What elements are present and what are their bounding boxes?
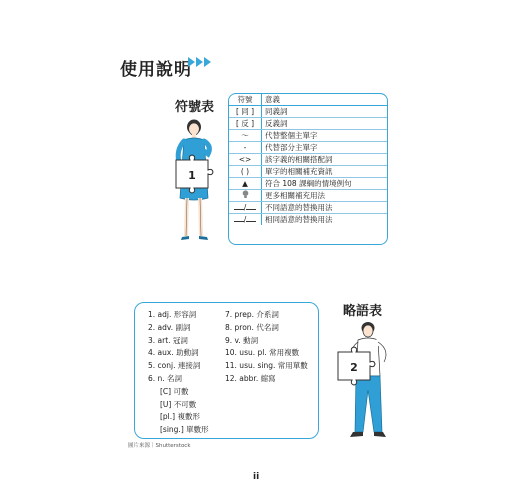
abbreviation-item: 10. usu. pl. 常用複數: [225, 348, 300, 358]
table-row: [229, 190, 387, 202]
triangle-icon: ▲: [229, 178, 262, 190]
abbreviation-item: 8. pron. 代名詞: [225, 322, 279, 332]
meaning-cell: 代替部分主單字: [262, 142, 388, 154]
figure1-number: 1: [188, 169, 196, 182]
table-row: [229, 142, 387, 154]
abbreviation-item: 5. conj. 連接詞: [148, 361, 201, 371]
table-row: [229, 130, 387, 142]
noun-subitem: [sing.] 單數形: [160, 425, 209, 435]
abbreviation-table-title: 略語表: [343, 304, 383, 319]
figure2-number: 2: [350, 361, 358, 374]
symbol-column-header: 符號: [229, 94, 262, 106]
abbreviation-item: 6. n. 名詞: [148, 373, 183, 383]
symbol-table-title: 符號表: [175, 100, 215, 115]
abbreviation-item: 9. v. 動詞: [225, 335, 259, 345]
meaning-cell: 不同語意的替換用法: [262, 202, 388, 214]
noun-subitem: [U] 不可數: [160, 399, 197, 409]
noun-subitem: [C] 可數: [160, 386, 189, 396]
meaning-cell: 該字義的相關搭配詞: [262, 154, 388, 166]
page-number: ii: [253, 472, 260, 482]
table-row: [229, 154, 387, 166]
abbreviation-column-2: [225, 309, 308, 386]
lightbulb-icon: [229, 190, 262, 202]
symbol-cell: ( ): [229, 166, 262, 178]
blank-slash-symbol: /: [229, 214, 262, 226]
abbreviation-item: 12. abbr. 縮寫: [225, 373, 276, 383]
abbreviation-item: 4. aux. 助動詞: [148, 348, 199, 358]
meaning-cell: 更多相關補充用法: [262, 190, 388, 202]
symbol-cell: -: [229, 142, 262, 154]
meaning-column-header: 意義: [262, 94, 388, 106]
abbreviation-item: 3. art. 冠詞: [148, 335, 188, 345]
symbol-table-header: [229, 94, 387, 106]
noun-subitem: [pl.] 複數形: [160, 412, 200, 422]
abbreviation-item: 1. adj. 形容詞: [148, 310, 197, 319]
table-row: [229, 118, 387, 130]
meaning-cell: 相同語意的替換用法: [265, 215, 333, 224]
abbreviation-box: [134, 302, 319, 439]
meaning-cell: 代替整個主單字: [262, 130, 388, 142]
symbol-cell: <>: [229, 154, 262, 166]
man-puzzle-illustration: [330, 318, 398, 444]
abbreviation-item: 2. adv. 副詞: [148, 322, 191, 332]
table-row: [229, 166, 387, 178]
table-row: [229, 106, 387, 118]
abbreviation-item: 11. usu. sing. 常用單數: [225, 361, 308, 371]
symbol-cell: ～: [229, 130, 262, 142]
symbol-table: [228, 93, 388, 245]
meaning-cell: 單字的相關補充資訊: [262, 166, 388, 178]
arrow-decoration-icon: [188, 57, 211, 67]
meaning-cell: 反義詞: [262, 118, 388, 130]
symbol-cell: [ 同 ]: [229, 106, 262, 118]
blank-slash-symbol: /: [229, 202, 262, 214]
woman-puzzle-illustration: [170, 118, 222, 250]
symbol-cell: [ 反 ]: [229, 118, 262, 130]
page-heading: 使用說明: [120, 60, 192, 80]
table-row: [229, 178, 387, 190]
table-row: [229, 202, 387, 214]
meaning-cell: 同義詞: [262, 106, 388, 118]
abbreviation-item: 7. prep. 介系詞: [225, 310, 279, 319]
meaning-cell: 符合 108 課綱的情境例句: [262, 178, 388, 190]
table-row: [229, 214, 387, 226]
image-credit: 圖片來源｜Shutterstock: [128, 443, 191, 449]
abbreviation-column-1: [148, 309, 209, 437]
